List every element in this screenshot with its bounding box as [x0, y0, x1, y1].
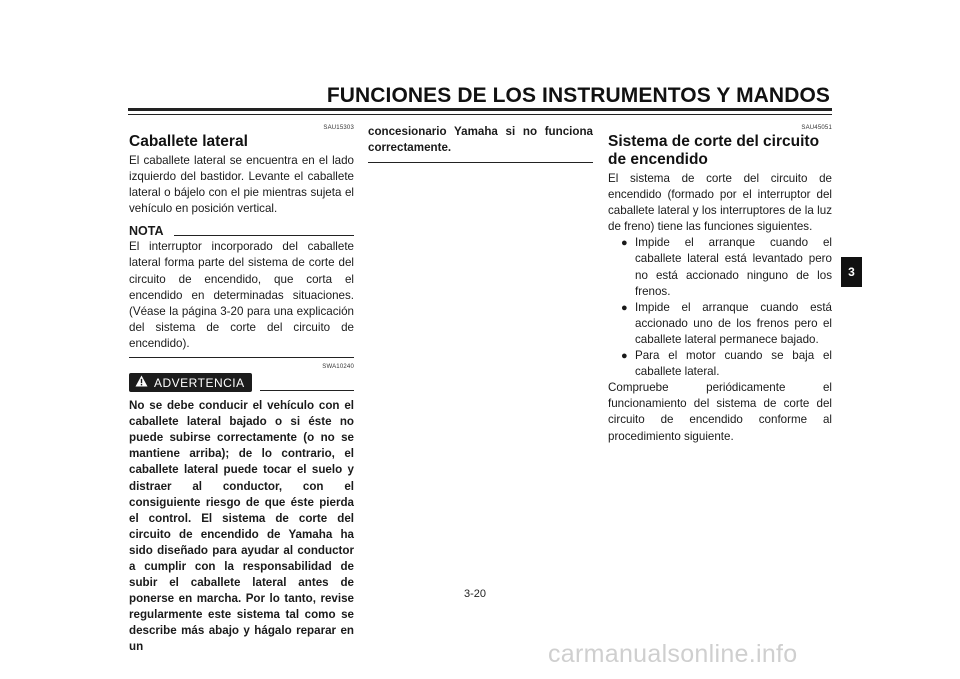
page-header-title: FUNCIONES DE LOS INSTRUMENTOS Y MANDOS: [326, 84, 830, 107]
section-body-caballete: El caballete lateral se encuentra en el lado izquierdo del bastidor. Levante el caballete lateral o bájelo con el pie mientras sujeta el vehículo en posición vertical.: [129, 154, 354, 216]
note-end-rule: [129, 357, 354, 358]
warning-rule: [260, 390, 354, 391]
warning-header: [129, 373, 354, 392]
right-column: [608, 124, 832, 445]
chapter-tab: 3: [841, 257, 862, 287]
warning-end-rule: [368, 162, 593, 163]
warning-code: SWA10240: [322, 364, 354, 371]
list-item-text: Impide el arranque cuando está accionado uno de los frenos pero el caballete lateral permanece bajado.: [635, 300, 832, 346]
list-item-text: Para el motor cuando se baja el caballete lateral.: [635, 349, 832, 379]
section-intro: El sistema de corte del circuito de encendido (formado por el interruptor del caballete lateral y los interruptores de la luz de freno) tiene las funciones siguientes.: [608, 172, 832, 234]
function-list: [608, 235, 832, 380]
warning-triangle-icon: [135, 375, 148, 390]
section-outro: Compruebe periódicamente el funcionamiento del sistema de corte del circuito de encendido conforme al procedimiento siguiente.: [608, 381, 832, 443]
list-item: [608, 348, 832, 380]
note-body: El interruptor incorporado del caballete lateral forma parte del sistema de corte del circuito de encendido, que corta el encendido en determinadas situaciones. (Véase la página 3-20 para una explicación del sistema de corte del circuito de encendido).: [129, 240, 354, 350]
warning-body: No se debe conducir el vehículo con el caballete lateral bajado o si éste no puede subirse correctamente (o no se mantiene arriba); de lo contrario, el caballete lateral puede tocar el suelo y distraer al conductor, con el consiguiente riesgo de que éste pierda el control. El sistema de corte del circuito de encendido de Yamaha ha sido diseñado para ayudar al conductor a cumplir con la responsabilidad de subir el caballete lateral antes de ponerse en marcha. Por lo tanto, revise regularmente este sistema tal como se describe más abajo y hágalo reparar en un: [129, 399, 354, 654]
bullet-icon: ●: [621, 237, 628, 250]
note-title: NOTA: [129, 224, 164, 239]
left-column: [129, 124, 354, 656]
section-title-caballete: Caballete lateral: [129, 133, 248, 150]
watermark: carmanualsonline.info: [548, 640, 798, 668]
section-code: SAU15303: [323, 125, 354, 131]
note-header: [129, 223, 354, 239]
warning-body-continued: concesionario Yamaha si no funciona correctamente.: [368, 125, 593, 155]
bullet-icon: ●: [621, 301, 628, 314]
page-number: 3-20: [464, 588, 487, 600]
list-item: [608, 235, 832, 299]
bullet-icon: ●: [621, 350, 628, 363]
list-item-text: Impide el arranque cuando el caballete lateral está levantado pero no está accionado ninguno de los frenos.: [635, 236, 832, 298]
middle-column: [368, 124, 593, 163]
header-rule-thick: [128, 108, 832, 111]
section-title-sistema-corte: Sistema de corte del circuito de encendido: [608, 133, 820, 168]
list-item: [608, 300, 832, 348]
header-rule-thin: [128, 114, 832, 115]
note-rule: [174, 235, 355, 236]
section-code: SAU45051: [801, 125, 832, 131]
warning-label: ADVERTENCIA: [154, 375, 245, 390]
warning-label-box: [129, 373, 252, 392]
